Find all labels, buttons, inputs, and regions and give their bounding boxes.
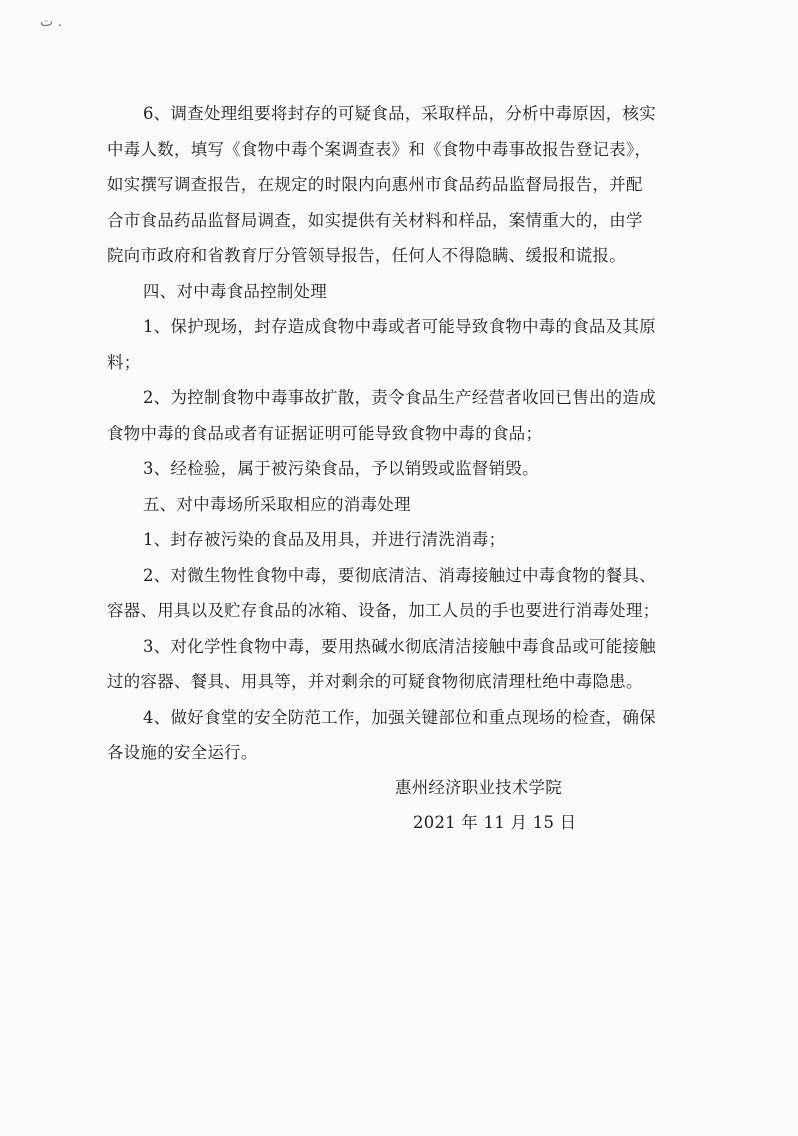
paragraph-line: 4、做好食堂的安全防范工作，加强关键部位和重点现场的检查，确保: [143, 707, 656, 727]
paragraph-line: 6、调查处理组要将封存的可疑食品，采取样品，分析中毒原因，核实: [143, 104, 656, 123]
scan-mark: ت .: [40, 14, 63, 30]
paragraph-line: 容器、用具以及贮存食品的冰箱、设备，加工人员的手也要进行消毒处理；: [107, 601, 660, 620]
section-heading: 五、对中毒场所采取相应的消毒处理: [143, 494, 411, 514]
paragraph-line: 合市食品药品监督局调查，如实提供有关材料和样品，案情重大的，由学: [107, 210, 643, 230]
paragraph-line: 如实撰写调查报告，在规定的时限内向惠州市食品药品监督局报告，并配: [107, 175, 643, 194]
paragraph-line: 2、对微生物性食物中毒，要彻底清洁、消毒接触过中毒食物的餐具、: [143, 565, 656, 585]
paragraph-line: 3、对化学性食物中毒，要用热碱水彻底清洁接触中毒食品或可能接触: [143, 636, 656, 656]
paragraph-line: 过的容器、餐具、用具等，并对剩余的可疑食物彻底清理杜绝中毒隐患。: [107, 672, 643, 691]
section-heading: 四、对中毒食品控制处理: [143, 281, 328, 301]
paragraph-line: 中毒人数，填写《食物中毒个案调查表》和《食物中毒事故报告登记表》，: [107, 139, 652, 159]
paragraph-line: 1、保护现场，封存造成食物中毒或者可能导致食物中毒的食品及其原: [143, 317, 656, 336]
paragraph-line: 料；: [107, 352, 141, 372]
paragraph-line: 食物中毒的食品或者有证据证明可能导致食物中毒的食品；: [107, 423, 543, 443]
paragraph-line: 院向市政府和省教育厅分管领导报告，任何人不得隐瞒、缓报和谎报。: [107, 246, 626, 265]
paragraph-line: 2、为控制食物中毒事故扩散，责令食品生产经营者收回已售出的造成: [143, 388, 656, 407]
signature-organization: 惠州经济职业技术学院: [395, 778, 562, 797]
paragraph-line: 各设施的安全运行。: [107, 743, 258, 762]
paragraph-line: 1、封存被污染的食品及用具，并进行清洗消毒；: [143, 530, 506, 549]
signature-date: 2021 年 11 月 15 日: [413, 813, 577, 832]
paragraph-line: 3、经检验，属于被污染食品，予以销毁或监督销毁。: [143, 459, 539, 478]
document-body: [107, 96, 715, 771]
